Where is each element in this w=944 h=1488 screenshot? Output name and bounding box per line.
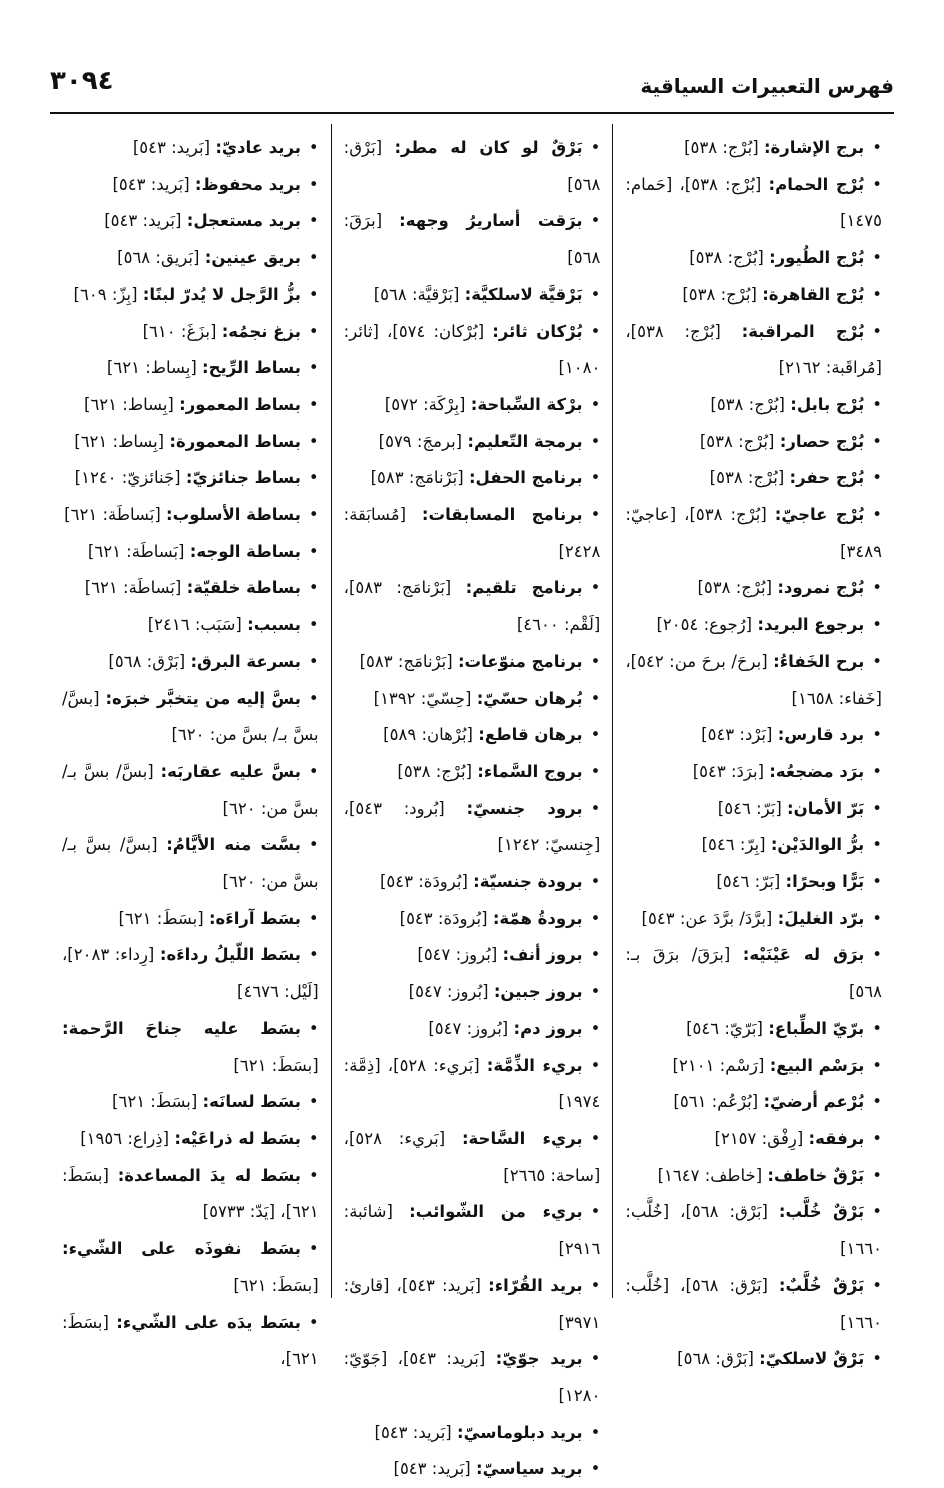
entry-reference: [رَسْم: ٢١٠١] — [672, 1055, 765, 1075]
index-entry — [344, 901, 601, 938]
index-entry — [625, 827, 882, 864]
index-entry — [62, 130, 319, 167]
entry-term: برجوع البريد: — [757, 615, 865, 635]
index-entry — [625, 424, 882, 461]
entry-reference: [بسَطَ: ٦٢١] — [118, 908, 204, 928]
entry-term: بسَّت منه الأيَّامُ: — [166, 835, 301, 855]
page-header — [50, 56, 894, 106]
entry-term: بَرْقيَّة لاسلكيَّة: — [464, 284, 583, 304]
entry-term: بسَط نفوذَه على الشّيء: — [61, 1239, 301, 1259]
entry-term: بروز أنف: — [502, 945, 583, 965]
index-entry — [62, 167, 319, 204]
entry-reference: [بَساطَة: ٦٢١] — [64, 505, 161, 525]
entry-term: بسَط له يدَ المساعدة: — [117, 1165, 301, 1185]
index-entry — [62, 607, 319, 644]
index-entry — [344, 130, 601, 203]
index-entry — [62, 424, 319, 461]
entry-reference: [جَنائزيّ: ١٢٤٠] — [74, 468, 181, 488]
entry-reference: [بَريد: ٥٤٣] — [393, 1459, 471, 1479]
entry-reference: [بسَطَ: ٦٢١] — [233, 1275, 319, 1295]
entry-term: بُرْكان ثائر: — [492, 321, 583, 341]
entry-reference: [بَريد: ٥٤٣] — [112, 174, 190, 194]
entry-term: بسَط اللّيلُ رداءَه: — [159, 945, 301, 965]
entry-reference: [بُرْج: ٥٣٨] — [699, 431, 775, 451]
index-entry — [62, 1305, 319, 1378]
entry-term: بُرْج المراقبة: — [741, 321, 865, 341]
entry-term: بريد محفوظ: — [194, 174, 301, 194]
entry-term: بروز جبين: — [493, 982, 583, 1002]
entry-reference: [بَريء: ٥٢٨]، [ساحة: ٢٦٦٥] — [343, 1128, 601, 1185]
index-entry — [62, 1084, 319, 1121]
entry-reference: [بُرْج: ٥٣٨]، [حَمام: ١٤٧٥] — [625, 174, 882, 231]
index-entry — [62, 460, 319, 497]
entry-reference: [بَرْنامَج: ٥٨٣]، [لَقْم: ٤٦٠٠] — [343, 578, 601, 635]
entry-term: بسَط لسانَه: — [202, 1092, 301, 1112]
index-entry — [344, 277, 601, 314]
entry-reference: [بُرودَة: ٥٤٣] — [399, 908, 488, 928]
index-entry — [62, 314, 319, 351]
entry-term: برودةُ همّة: — [492, 908, 583, 928]
index-entry — [344, 460, 601, 497]
index-entry — [625, 1268, 882, 1341]
page-number: ٣٠٩٤ — [50, 66, 114, 96]
index-entry — [344, 1451, 601, 1488]
index-entry — [625, 1011, 882, 1048]
entry-reference: [بُرْج: ٥٣٨] — [710, 394, 785, 414]
entry-term: برمجة التّعليم: — [467, 431, 583, 451]
index-entry — [625, 570, 882, 607]
entry-reference: [برَّدَ/ برَّدَ عن: ٥٤٣] — [641, 908, 773, 928]
entry-reference: [خاطف: ١٦٤٧] — [657, 1165, 763, 1185]
index-entry — [625, 864, 882, 901]
entry-reference: [بسَّ/ بسَّ بـ/ بسَّ من: ٦٢٠] — [61, 835, 319, 892]
entry-reference: [برحَ/ برحَ من: ٥٤٢]، [خَفاء: ١٦٥٨] — [625, 651, 882, 708]
entry-reference: [بسَطَ: ٦٢١] — [112, 1092, 198, 1112]
index-entry — [344, 1194, 601, 1267]
entry-reference: [رِداء: ٢٠٨٣]، [لَيْل: ٤٦٧٦] — [61, 945, 319, 1002]
index-entry — [344, 1048, 601, 1121]
index-entry — [625, 717, 882, 754]
entry-term: بزُّ الرَّجل لا يُدرّ لبنًا: — [142, 284, 301, 304]
entry-term: بسَط له ذراعَيْه: — [174, 1128, 301, 1148]
entry-term: برَسْم البيع: — [769, 1055, 865, 1075]
entry-term: بزغ نجمُه: — [221, 321, 301, 341]
entry-reference: [بَرْنامَج: ٥٨٣] — [370, 468, 464, 488]
entry-term: بساطة خلقيّة: — [186, 578, 301, 598]
index-entry — [625, 1194, 882, 1267]
index-entry — [625, 754, 882, 791]
index-entry — [625, 1048, 882, 1085]
index-entry — [62, 277, 319, 314]
entry-term: بُرْج عاجيّ: — [774, 505, 865, 525]
entry-reference: [برمجَ: ٥٧٩] — [378, 431, 463, 451]
index-entry — [62, 1121, 319, 1158]
entry-term: بَرًّا وبحرًا: — [785, 872, 865, 892]
entry-term: بساط المعمور: — [179, 394, 301, 414]
entry-reference: [برَقَ/ برَقَ بـ: ٥٦٨] — [625, 945, 882, 1002]
entry-reference: [حِسّيّ: ١٣٩٢] — [373, 688, 472, 708]
entry-term: بريد مستعجل: — [186, 211, 301, 231]
entry-reference: [بَريد: ٥٤٣] — [132, 138, 211, 157]
entry-term: برَقت أساريرُ وجهه: — [399, 211, 583, 231]
index-entry — [62, 350, 319, 387]
index-entry — [625, 1084, 882, 1121]
index-entry — [344, 717, 601, 754]
entry-reference: [بِساط: ٦٢١] — [74, 431, 165, 451]
index-columns — [50, 124, 894, 1479]
entry-term: بَرْقٌ لاسلكيّ: — [759, 1349, 865, 1369]
entry-reference: [بُرْج: ٥٣٨] — [682, 284, 757, 304]
entry-reference: [برَقَ: ٥٦٨] — [343, 211, 601, 268]
entry-term: بريد دبلوماسيّ: — [456, 1422, 583, 1442]
entry-reference: [بُرْعُم: ٥٦١] — [673, 1092, 759, 1112]
index-entry — [625, 497, 882, 570]
entry-reference: [بُرْج: ٥٣٨]، [مُراقَبة: ٢١٦٢] — [625, 321, 882, 378]
entry-reference: [بَرّيّ: ٥٤٦] — [686, 1018, 763, 1038]
entry-reference: [بسَّ/ بسَّ بـ/ بسَّ من: ٦٢٠] — [61, 688, 319, 745]
entry-reference: [بُرْج: ٥٣٨] — [397, 761, 473, 781]
entry-reference: [بُرْج: ٥٣٨] — [689, 248, 764, 268]
entry-term: بساطة الوجه: — [189, 541, 301, 561]
entry-reference: [بسَطَ: ٦٢١]، — [61, 1312, 319, 1369]
entry-term: برّيّ الطِّباع: — [768, 1018, 865, 1038]
index-entry — [625, 607, 882, 644]
entry-reference: [بزَغَ: ٦١٠] — [142, 321, 217, 341]
entry-reference: [ذِراع: ١٩٥٦] — [80, 1128, 170, 1148]
entry-reference: [شائبة: ٢٩١٦] — [343, 1202, 601, 1259]
entry-term: بُرْج بابل: — [790, 394, 865, 414]
index-entry — [344, 387, 601, 424]
entry-reference: [بَرْق: ٥٦٨]، [خُلَّب: ١٦٦٠] — [625, 1275, 882, 1332]
entry-term: برّد الغليلَ: — [777, 908, 865, 928]
entry-term: بسَّ عليه عقاربَه: — [160, 761, 301, 781]
index-entry — [62, 387, 319, 424]
entry-term: برفقه: — [808, 1128, 865, 1148]
entry-reference: [بسَّ/ بسَّ بـ/ بسَّ من: ٦٢٠] — [61, 761, 319, 818]
entry-reference: [بُرودَة: ٥٤٣] — [379, 872, 468, 892]
index-entry — [344, 864, 601, 901]
index-entry — [344, 1415, 601, 1452]
entry-term: بسبب: — [247, 615, 301, 635]
entry-reference: [بُروز: ٥٤٧] — [428, 1018, 509, 1038]
entry-reference: [بَريد: ٥٤٣]، [جَوّيّ: ١٢٨٠] — [343, 1349, 601, 1405]
index-entry — [62, 681, 319, 754]
entry-term: برود جنسيّ: — [466, 798, 583, 818]
index-entry — [344, 314, 601, 387]
index-entry — [625, 901, 882, 938]
entry-reference: [بَساطَة: ٦٢١] — [84, 578, 182, 598]
entry-term: بريد جوّيّ: — [495, 1349, 583, 1369]
header-rule — [50, 112, 894, 114]
entry-term: بُرْج الطُيور: — [769, 248, 865, 268]
entry-term: بسَط عليه جناحَ الرَّحمة: — [61, 1018, 301, 1038]
entry-term: برنامج تلقيم: — [465, 578, 583, 598]
entry-reference: [بَرْد: ٥٤٣] — [701, 725, 773, 745]
entry-reference: [بَرْقيَّة: ٥٦٨] — [373, 284, 460, 304]
index-entry — [625, 387, 882, 424]
entry-term: بريد سياسيّ: — [475, 1459, 583, 1479]
entry-reference: [بَريق: ٥٦٨] — [117, 248, 200, 268]
index-entry — [344, 644, 601, 681]
entry-term: بروج السَّماء: — [477, 761, 583, 781]
index-entry — [344, 203, 601, 276]
index-entry — [625, 167, 882, 240]
entry-term: بريد عاديّ: — [215, 138, 301, 157]
entry-term: بسرعة البرق: — [190, 651, 301, 671]
index-entry — [344, 681, 601, 718]
entry-term: بروز دم: — [513, 1018, 583, 1038]
index-entry — [62, 240, 319, 277]
index-entry — [625, 937, 882, 1010]
index-entry — [344, 937, 601, 974]
entry-term: برَق له عَيْنَيْه: — [742, 945, 865, 965]
entry-reference: [بِساط: ٦٢١] — [84, 394, 174, 414]
entry-reference: [بَرّ: ٥٤٦] — [717, 798, 782, 818]
running-title: فهرس التعبيرات السياقية — [640, 74, 894, 98]
entry-term: بساط المعمورة: — [169, 431, 301, 451]
entry-reference: [بَريد: ٥٤٣] — [374, 1422, 452, 1442]
entry-reference: [مُسابَقة: ٢٤٢٨] — [343, 505, 601, 561]
entry-reference: [بَرْق: ٥٦٨]، [خُلَّب: ١٦٦٠] — [625, 1202, 882, 1259]
index-entry — [625, 1158, 882, 1195]
entry-reference: [بِرّ: ٥٤٦] — [701, 835, 766, 855]
entry-reference: [بسَطَ: ٦٢١]، [يَدّ: ٥٧٣٣] — [61, 1165, 319, 1222]
entry-term: بسَّ إليه من يتخبَّر خبرَه: — [105, 688, 301, 708]
entry-term: برنامج المسابقات: — [421, 505, 583, 525]
entry-reference: [بُروز: ٥٤٧] — [408, 982, 489, 1002]
index-column-middle — [332, 124, 614, 1479]
entry-reference: [بَرْق: ٥٦٨] — [677, 1349, 754, 1369]
index-entry — [344, 791, 601, 864]
entry-term: بَرْقٌ لو كان له مطر: — [394, 138, 583, 157]
index-entry — [62, 1158, 319, 1231]
entry-term: بساط الرِّيح: — [202, 358, 301, 378]
index-entry — [62, 827, 319, 900]
entry-reference: [بَريد: ٥٤٣] — [104, 211, 182, 231]
entry-reference: [بَريد: ٥٤٣]، [قارئ: ٣٩٧١] — [343, 1275, 601, 1332]
index-entry — [344, 974, 601, 1011]
entry-term: بُرْج حفر: — [789, 468, 865, 488]
index-entry — [344, 570, 601, 643]
entry-term: برنامج الحفل: — [468, 468, 583, 488]
entry-term: بَرْقٌ خُلَّب: — [778, 1202, 865, 1222]
index-entry — [625, 1121, 882, 1158]
entry-reference: [بُرْج: ٥٣٨]، [عاجيّ: ٣٤٨٩] — [625, 505, 882, 561]
entry-term: بساطة الأسلوب: — [166, 505, 301, 525]
index-entry — [344, 424, 601, 461]
entry-reference: [بُرْهان: ٥٨٩] — [383, 725, 473, 745]
entry-term: برح الخَفاءُ: — [773, 651, 865, 671]
index-entry — [62, 570, 319, 607]
entry-reference: [بُرْكان: ٥٧٤]، [ثائر: ١٠٨٠] — [343, 321, 601, 378]
entry-term: برنامج منوّعات: — [457, 651, 583, 671]
index-entry — [344, 1341, 601, 1414]
entry-term: برْكة السِّباحة: — [470, 394, 583, 414]
entry-reference: [سَبَب: ٢٤١٦] — [147, 615, 242, 635]
entry-term: بَرّ الأمان: — [787, 798, 865, 818]
entry-term: بريء الذِّمَّة: — [486, 1055, 583, 1075]
entry-reference: [رُجوع: ٢٠٥٤] — [656, 615, 753, 635]
entry-reference: [بِزّ: ٦٠٩] — [73, 284, 138, 304]
entry-reference: [بُرْج: ٥٣٨] — [684, 138, 759, 157]
index-entry — [62, 203, 319, 240]
entry-reference: [بِرْكَة: ٥٧٢] — [384, 394, 466, 414]
index-entry — [62, 534, 319, 571]
entry-reference: [بُروز: ٥٤٧] — [417, 945, 498, 965]
entry-term: بريء من الشّوائب: — [409, 1202, 583, 1222]
index-entry — [625, 644, 882, 717]
entry-reference: [بَريء: ٥٢٨]، [ذِمَّة: ١٩٧٤] — [343, 1055, 601, 1112]
entry-term: بريء السَّاحة: — [461, 1128, 583, 1148]
entry-term: بُرْج الحمام: — [768, 174, 865, 194]
index-entry — [62, 1011, 319, 1084]
index-entry — [344, 754, 601, 791]
index-entry — [625, 130, 882, 167]
entry-term: بُرْعم أرضيّ: — [763, 1092, 865, 1112]
index-entry — [344, 1011, 601, 1048]
entry-reference: [بُرْج: ٥٣٨] — [709, 468, 785, 488]
index-entry — [62, 901, 319, 938]
index-entry — [625, 1341, 882, 1378]
entry-reference: [بِساط: ٦٢١] — [106, 358, 197, 378]
index-entry — [62, 1231, 319, 1304]
entry-reference: [بَرْق: ٥٦٨] — [343, 138, 601, 194]
entry-term: برج الإشارة: — [763, 138, 865, 157]
entry-reference: [بسَطَ: ٦٢١] — [233, 1055, 319, 1075]
index-entry — [62, 754, 319, 827]
entry-reference: [بَرْنامَج: ٥٨٣] — [359, 651, 453, 671]
index-entry — [62, 644, 319, 681]
entry-term: بَرْقٌ خُلَّبٌ: — [778, 1275, 865, 1295]
entry-term: بسَط آراءَه: — [208, 908, 301, 928]
entry-term: بُرْج نمرود: — [777, 578, 865, 598]
entry-term: بريد القُرّاء: — [488, 1275, 583, 1295]
entry-reference: [برَدَ: ٥٤٣] — [692, 761, 765, 781]
entry-term: بَرْقٌ خاطف: — [767, 1165, 865, 1185]
entry-reference: [بَرّ: ٥٤٦] — [716, 872, 781, 892]
index-entry — [62, 937, 319, 1010]
entry-term: بساط جنائزيّ: — [185, 468, 301, 488]
index-entry — [625, 460, 882, 497]
entry-reference: [بَساطَة: ٦٢١] — [87, 541, 185, 561]
entry-term: برودة جنسيّة: — [473, 872, 583, 892]
index-column-left — [50, 124, 332, 1369]
entry-reference: [رِفْق: ٢١٥٧] — [714, 1128, 804, 1148]
index-column-right — [613, 124, 894, 1369]
index-entry — [625, 791, 882, 828]
entry-term: برهان قاطع: — [478, 725, 583, 745]
entry-term: بريق عينين: — [204, 248, 301, 268]
entry-term: بسَط يدَه على الشّيء: — [116, 1312, 301, 1332]
entry-term: برَد مضجعُه: — [769, 761, 865, 781]
index-entry — [625, 314, 882, 387]
entry-reference: [بَرْق: ٥٦٨] — [108, 651, 186, 671]
entry-reference: [بُرْج: ٥٣٨] — [697, 578, 773, 598]
entry-term: بُرهان حسّيّ: — [476, 688, 583, 708]
entry-term: برُّ الوالدَيْن: — [770, 835, 865, 855]
index-entry — [344, 1121, 601, 1194]
index-entry — [344, 1268, 601, 1341]
index-entry — [625, 277, 882, 314]
index-entry — [62, 497, 319, 534]
entry-term: بُرْج حصار: — [779, 431, 865, 451]
entry-term: برد قارس: — [777, 725, 865, 745]
entry-reference: [بُرود: ٥٤٣]، [جِنسيّ: ١٢٤٢] — [343, 798, 601, 855]
index-entry — [625, 240, 882, 277]
entry-term: بُرْج القاهرة: — [762, 284, 865, 304]
index-entry — [344, 497, 601, 570]
